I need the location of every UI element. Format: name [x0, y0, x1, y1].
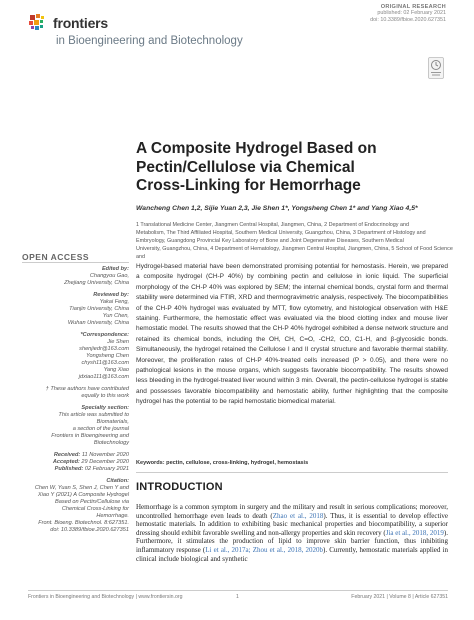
affiliation-line: University, Guangzhou, China, 4 Department of Hematology, Jiangmen Central Hospital, Jiangmen, China, 5 School of Food Science and: [136, 246, 453, 260]
specialty-text: Biomaterials,: [96, 419, 129, 425]
reviewer-affiliation: Wuhan University, China: [67, 320, 129, 326]
abstract: Hydrogel-based material have been demonstrated promising potential for hemostasis. Herein, we prepared a composite hydrogel (CH-P 40%) by combining pectin and cellulose in ionic liquid. The superficial morphology of the CH-P 40% was explored by SEM; the internal chemical bonds, crystal form and thermal stability were determined via FTIR, XRD and thermogravimetric analysis, respectively. The biocompatibilities of the CH-P 40% hydrogel was evaluated by MTT, flow cytometry, and histological observation with H&E staining. Furthermore, the hemostatic effect was evaluated via the blood clotting index and mouse liver hemostatic model. The results showed that the CH-P 40% hydrogel exhibited a dense network structure and retained its chemical bonds, including the OH, CH, C=O, -CH2, CO, C1-H, and β-glycosidic bonds. Simultaneously, the hydrogel retained the Cellulose I and II crystal structure and favorable thermal stability. Moreover, the proliferation rates of CH-P 40%-treated cells increased (P > 0.05), and there were no pathological lesions in the mouse organs, which suggests favorable biocompatibility. The results showed less bleeding in the hydrogel-treated liver wound within 3 min. Overall, the pectin-cellulose hydrogel is stable and possesses favorable biocompatibility and hemostatic ability, further highlighting that the composite hydrogel has the potential to be rapid hemostatic biomedical material.: [136, 263, 448, 406]
citation-text: Front. Bioeng. Biotechnol. 8:627351.: [38, 520, 129, 526]
equal-contribution-note: equally to this work: [81, 393, 129, 399]
article-meta: [370, 4, 446, 24]
correspondent-name: Jie Shen: [107, 339, 129, 345]
keywords: Keywords: pectin, cellulose, cross-linking, hydrogel, hemostasis: [136, 460, 309, 466]
published-label: Published:: [54, 466, 84, 472]
published-value: 02 February 2021: [84, 466, 129, 472]
received-value: 11 November 2020: [81, 452, 129, 458]
accepted-date: [22, 459, 129, 466]
correspondence-label: *Correspondence:: [80, 332, 129, 338]
received-date: [22, 452, 129, 459]
article-type: ORIGINAL RESEARCH: [380, 4, 446, 10]
correspondent-email[interactable]: shenjiedr@163.com: [79, 346, 129, 352]
citation-link[interactable]: Zhao et al., 2018: [272, 511, 324, 520]
correspondent-email[interactable]: chysh11@163.com: [81, 360, 129, 366]
citation-text: Hemorrhage.: [96, 513, 129, 519]
specialty-text: This article was submitted to: [58, 412, 129, 418]
journal-name: in Bioengineering and Biotechnology: [56, 35, 243, 47]
check-for-updates-icon[interactable]: [428, 57, 444, 79]
reviewed-by-label: Reviewed by:: [93, 292, 129, 298]
correspondent-email[interactable]: jdxiao111@163.com: [78, 374, 129, 380]
affiliations: [136, 221, 456, 261]
section-heading: INTRODUCTION: [136, 481, 223, 493]
correspondent-name: Yongsheng Chen: [86, 353, 129, 359]
accepted-value: 29 December 2020: [81, 459, 129, 465]
citation-link[interactable]: Jia et al., 2018, 2019: [385, 528, 444, 537]
journal-logo[interactable]: [28, 13, 268, 53]
editor-affiliation: Zhejiang University, China: [64, 280, 129, 286]
citation-link[interactable]: Li et al., 2017a; Zhou et al., 2018, 2020b: [205, 545, 323, 554]
citation-text: Based on Pectin/Cellulose via: [54, 499, 129, 505]
divider: [136, 472, 448, 473]
citation-text: Xiao Y (2021) A Composite Hydrogel: [37, 492, 129, 498]
title-line: A Composite Hydrogel Based on: [136, 140, 377, 157]
citation-text: Chemical Cross-Linking for: [61, 506, 129, 512]
citation-label: Citation:: [106, 478, 129, 484]
affiliation-line: 1 Translational Medicine Center, Jiangmen Central Hospital, Jiangmen, China, 2 Department of Endocrinology and: [136, 222, 409, 228]
affiliation-line: Metabolism, The Third Affiliated Hospital, Southern Medical University, Guangzhou, China, 3 Department of Histology and: [136, 230, 426, 236]
footer-issue: February 2021 | Volume 8 | Article 627351: [351, 594, 448, 600]
edited-by-label: Edited by:: [101, 266, 129, 272]
reviewer-name: Yakai Feng,: [99, 299, 129, 305]
divider: [22, 262, 129, 263]
specialty-text: Frontiers in Bioengineering and: [51, 433, 129, 439]
introduction-text: Hemorrhage is a common symptom in surgery and the military and result in serious complications; moreover, uncontrolled hemorrhage even leads to death (Zhao et al., 2018). Thus, it is essential to develop effective hemostatic materials. In addition to exhibiting basic mechanical properties and biocompatibility, a superior dressing should exhibit favorable swelling and non-allergy properties and skin recovery (Jia et al., 2018, 2019). Furthermore, it stimulates the production of lipid to improve skin barrier function, thus inhibiting inflammatory response (Li et al., 2017a; Zhou et al., 2018, 2020b). Currently, hemostatic materials applied in clinical include biological and synthetic: [136, 503, 448, 563]
citation-text: Chen W, Yuan S, Shen J, Chen Y and: [34, 485, 129, 491]
specialty-text: Biotechnology: [93, 440, 129, 446]
reviewer-affiliation: Tianjin University, China: [69, 306, 129, 312]
affiliation-line: Embryology, Guangdong Provincial Key Laboratory of Bone and Joint Degenerative Diseases, Southern Medical: [136, 238, 404, 244]
open-access-label: OPEN ACCESS: [22, 252, 90, 262]
title-line: Cross-Linking for Hemorrhage: [136, 177, 361, 194]
article-title: [136, 140, 446, 196]
title-line: Pectin/Cellulose via Chemical: [136, 158, 355, 176]
page-number: 1: [236, 594, 239, 600]
correspondent-name: Yang Xiao: [103, 367, 129, 373]
editorial-info: [22, 266, 129, 534]
footer-divider: [28, 590, 448, 591]
specialty-label: Specialty section:: [81, 405, 129, 411]
published-date: published: 02 February 2021: [377, 10, 446, 16]
footer-journal[interactable]: Frontiers in Bioengineering and Biotechnology | www.frontiersin.org: [28, 594, 183, 600]
author-list[interactable]: Wancheng Chen 1,2, Sijie Yuan 2,3, Jie Shen 1*, Yongsheng Chen 1* and Yang Xiao 4,5*: [136, 205, 418, 212]
brand-name: frontiers: [53, 15, 108, 31]
frontiers-logo-icon: [28, 13, 50, 35]
doi-link[interactable]: doi: 10.3389/fbioe.2020.627351: [370, 17, 446, 23]
published-date-left: [22, 466, 129, 473]
editor-name: Changyou Gao,: [89, 273, 129, 279]
equal-contribution-note: † These authors have contributed: [45, 386, 129, 392]
specialty-text: a section of the journal: [72, 426, 129, 432]
accepted-label: Accepted:: [52, 459, 80, 465]
reviewer-name: Yun Chen,: [102, 313, 129, 319]
received-label: Received:: [53, 452, 81, 458]
citation-doi[interactable]: doi: 10.3389/fbioe.2020.627351: [50, 527, 129, 533]
